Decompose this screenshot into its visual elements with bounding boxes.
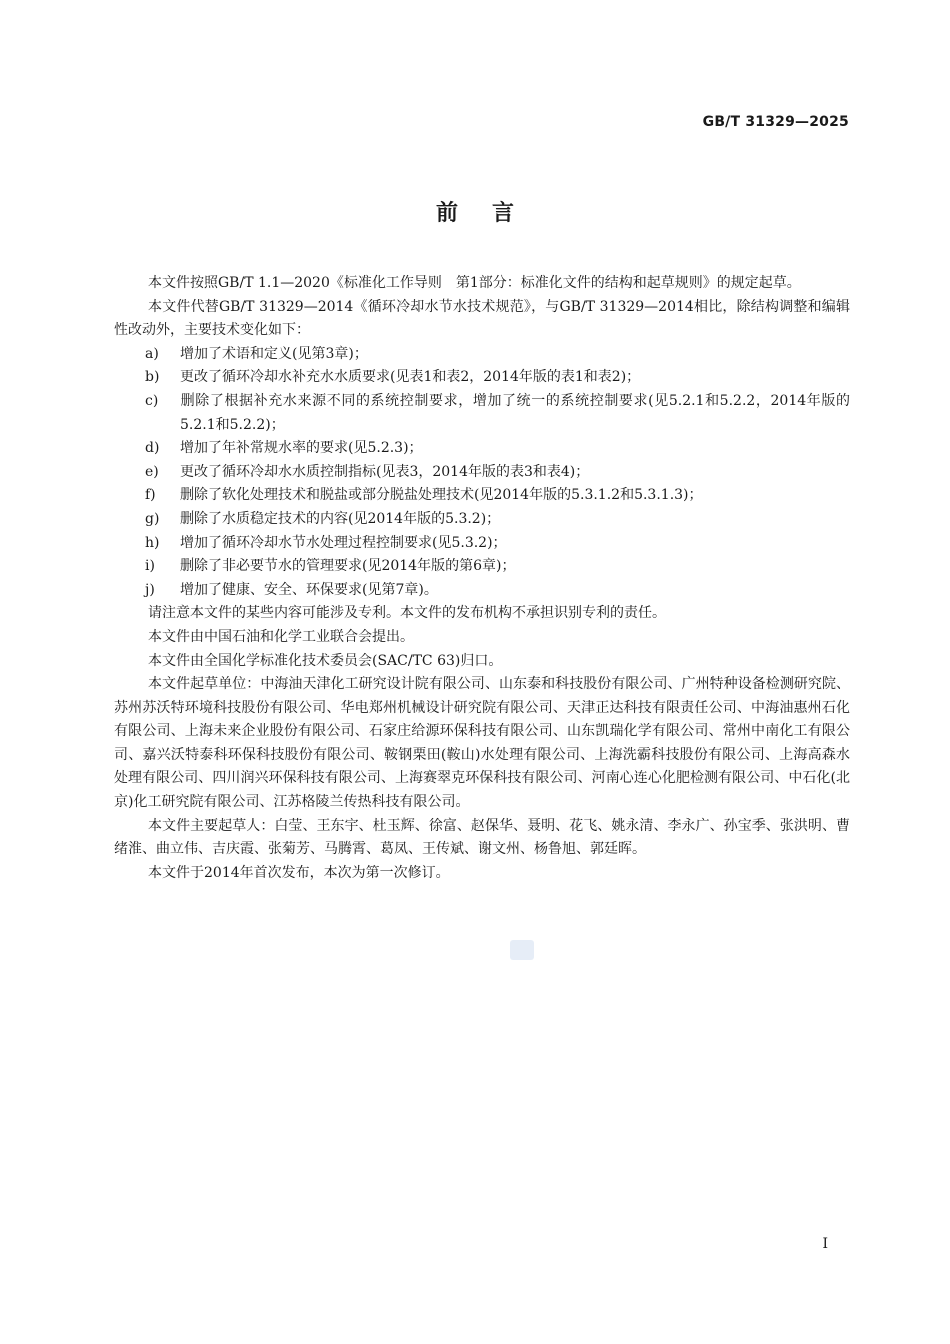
list-item bbox=[114, 461, 850, 485]
list-marker: a) bbox=[145, 345, 159, 362]
paragraph-revision-history: 本文件于2014年首次发布，本次为第一次修订。 bbox=[148, 864, 450, 881]
paragraph-drafting-rules: 本文件按照GB/T 1.1—2020《标准化工作导则 第1部分：标准化文件的结构和起草规则》的规定起草。 bbox=[148, 275, 801, 291]
list-item-text: 增加了健康、安全、环保要求(见第7章)。 bbox=[180, 581, 438, 598]
list-item-text: 更改了循环冷却水水质控制指标(见表3，2014年版的表3和表4)； bbox=[180, 463, 590, 480]
paragraph-patent-notice: 请注意本文件的某些内容可能涉及专利。本文件的发布机构不承担识别专利的责任。 bbox=[148, 605, 666, 622]
list-item-text: 删除了软化处理技术和脱盐或部分脱盐处理技术(见2014年版的5.3.1.2和5.3.1.3)； bbox=[180, 487, 703, 504]
list-marker: e) bbox=[145, 463, 159, 480]
paragraph-drafting-units: 本文件起草单位：中海油天津化工研究设计院有限公司、山东泰和科技股份有限公司、广州特种设备检测研究院、苏州苏沃特环境科技股份有限公司、华电郑州机械设计研究院有限公司、天津正达科技有限责任公司、中海油惠州石化有限公司、上海未来企业股份有限公司、石家庄给源环保科技有限公司、山东凯瑞化学有限公司、常州中南化工有限公司、嘉兴沃特泰科环保科技股份有限公司、鞍钢栗田(鞍山)水处理有限公司、上海洗霸科技股份有限公司、上海高森水处理有限公司、四川润兴环保科技有限公司、上海赛翠克环保科技有限公司、河南心连心化肥检测有限公司、中石化(北京)化工研究院有限公司、江苏格陵兰传热科技有限公司。 bbox=[114, 676, 850, 811]
list-marker: f) bbox=[145, 487, 156, 504]
paragraph-committee: 本文件由全国化学标准化技术委员会(SAC/TC 63)归口。 bbox=[148, 652, 503, 669]
list-item bbox=[114, 555, 850, 579]
list-item bbox=[114, 532, 850, 556]
document-body bbox=[114, 272, 850, 885]
list-item bbox=[114, 437, 850, 461]
list-item bbox=[114, 343, 850, 367]
page-title: 前言 bbox=[435, 201, 548, 226]
list-item-text: 增加了术语和定义(见第3章)； bbox=[180, 345, 368, 362]
list-item bbox=[114, 484, 850, 508]
list-item-text: 删除了非必要节水的管理要求(见2014年版的第6章)； bbox=[180, 558, 516, 575]
list-marker: b) bbox=[145, 369, 160, 386]
list-item bbox=[114, 366, 850, 390]
list-item-text: 增加了年补常规水率的要求(见5.2.3)； bbox=[180, 440, 423, 457]
list-marker: i) bbox=[145, 558, 155, 575]
list-marker: d) bbox=[145, 440, 160, 457]
list-item bbox=[114, 579, 850, 603]
standard-code: GB/T 31329—2025 bbox=[702, 114, 849, 130]
paragraph-drafters: 本文件主要起草人：白莹、王东宇、杜玉辉、徐富、赵保华、聂明、花飞、姚永清、李永广、孙宝季、张洪明、曹绪淮、曲立伟、吉庆霞、张菊芳、马腾霄、葛凤、王传斌、谢文州、杨鲁旭、郭廷晖。 bbox=[114, 817, 850, 858]
watermark-stamp bbox=[510, 940, 534, 960]
list-marker: g) bbox=[145, 510, 160, 527]
list-marker: c) bbox=[145, 392, 159, 409]
list-item bbox=[114, 390, 850, 437]
list-marker: j) bbox=[145, 581, 155, 598]
list-item-text: 删除了水质稳定技术的内容(见2014年版的5.3.2)； bbox=[180, 510, 501, 527]
list-item-text: 删除了根据补充水来源不同的系统控制要求，增加了统一的系统控制要求(见5.2.1和5.2.2，2014年版的5.2.1和5.2.2)； bbox=[180, 392, 850, 433]
changes-list bbox=[114, 343, 850, 603]
paragraph-proposer: 本文件由中国石油和化学工业联合会提出。 bbox=[148, 628, 414, 645]
page-number: I bbox=[822, 1236, 828, 1252]
list-item bbox=[114, 508, 850, 532]
list-marker: h) bbox=[145, 534, 160, 551]
list-item-text: 增加了循环冷却水节水处理过程控制要求(见5.3.2)； bbox=[180, 534, 507, 551]
list-item-text: 更改了循环冷却水补充水水质要求(见表1和表2，2014年版的表1和表2)； bbox=[180, 369, 641, 386]
paragraph-replacement: 本文件代替GB/T 31329—2014《循环冷却水节水技术规范》，与GB/T 31329—2014相比，除结构调整和编辑性改动外，主要技术变化如下： bbox=[114, 298, 850, 339]
